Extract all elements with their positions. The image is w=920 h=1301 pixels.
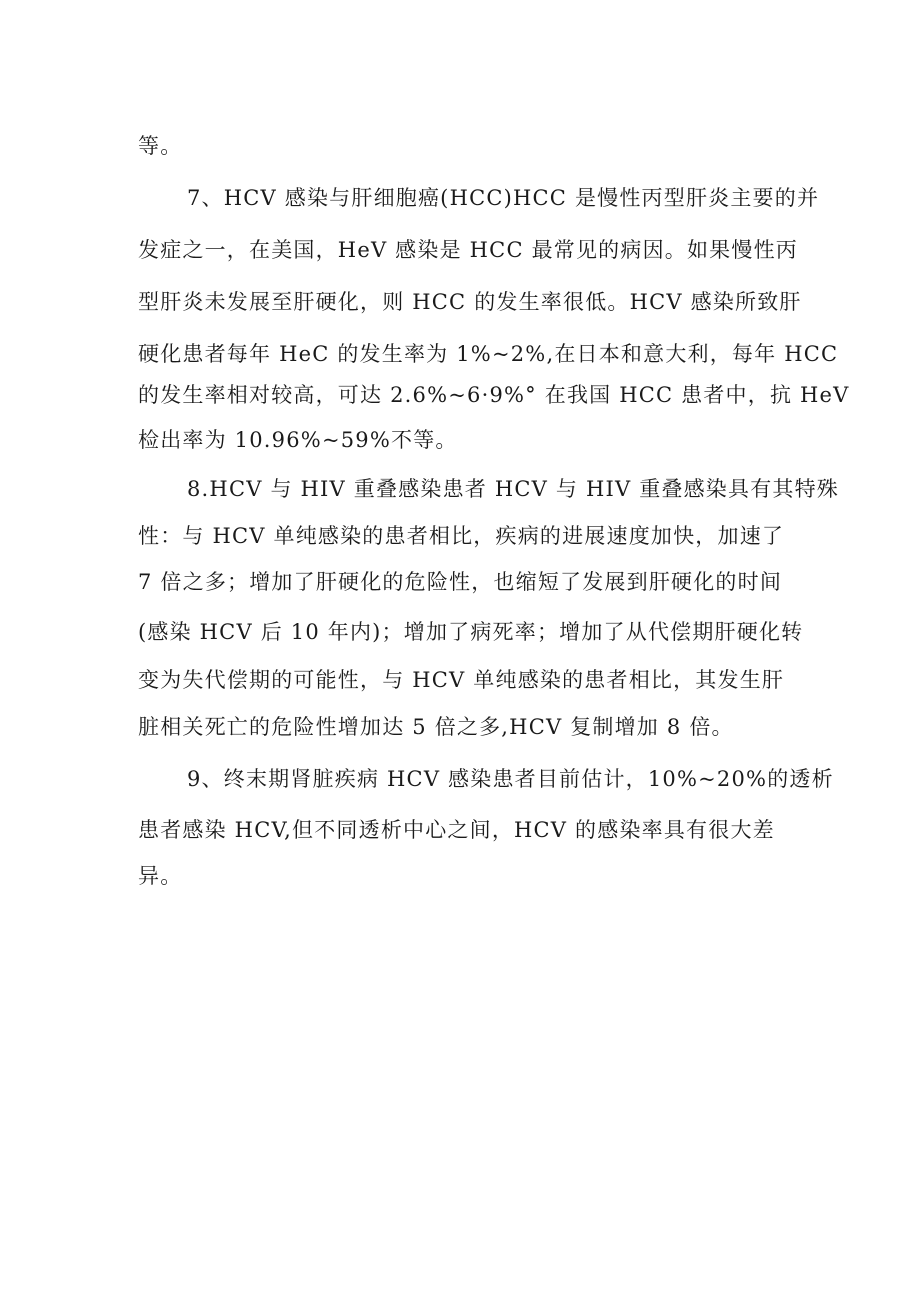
text-line: 检出率为 10.96%~59%不等。 — [138, 428, 458, 452]
paragraph-8-line: 8.HCV 与 HIV 重叠感染患者 HCV 与 HIV 重叠感染具有其特殊 — [187, 477, 840, 501]
text-line: 异。 — [138, 864, 183, 888]
text-line: 硬化患者每年 HeC 的发生率为 1%~2%,在日本和意大利，每年 HCC — [138, 342, 839, 366]
text-line: (感染 HCV 后 10 年内)；增加了病死率；增加了从代偿期肝硬化转 — [138, 620, 804, 644]
text-line: 型肝炎未发展至肝硬化，则 HCC 的发生率很低。HCV 感染所致肝 — [138, 290, 802, 314]
text-line: 性：与 HCV 单纯感染的患者相比，疾病的进展速度加快，加速了 — [138, 524, 785, 548]
paragraph-7-line: 7、HCV 感染与肝细胞癌(HCC)HCC 是慢性丙型肝炎主要的并 — [187, 186, 820, 210]
text-line: 等。 — [138, 134, 183, 158]
text-line: 脏相关死亡的危险性增加达 5 倍之多,HCV 复制增加 8 倍。 — [138, 715, 734, 739]
text-line: 变为失代偿期的可能性，与 HCV 单纯感染的患者相比，其发生肝 — [138, 668, 785, 692]
text-line: 的发生率相对较高，可达 2.6%~6·9%° 在我国 HCC 患者中，抗 HeV — [138, 383, 850, 407]
text-line: 7 倍之多；增加了肝硬化的危险性，也缩短了发展到肝硬化的时间 — [138, 570, 783, 594]
text-line: 发症之一，在美国，HeV 感染是 HCC 最常见的病因。如果慢性丙 — [138, 238, 798, 262]
text-line: 患者感染 HCV,但不同透析中心之间，HCV 的感染率具有很大差 — [138, 818, 775, 842]
paragraph-9-line: 9、终末期肾脏疾病 HCV 感染患者目前估计，10%~20%的透析 — [187, 767, 834, 791]
